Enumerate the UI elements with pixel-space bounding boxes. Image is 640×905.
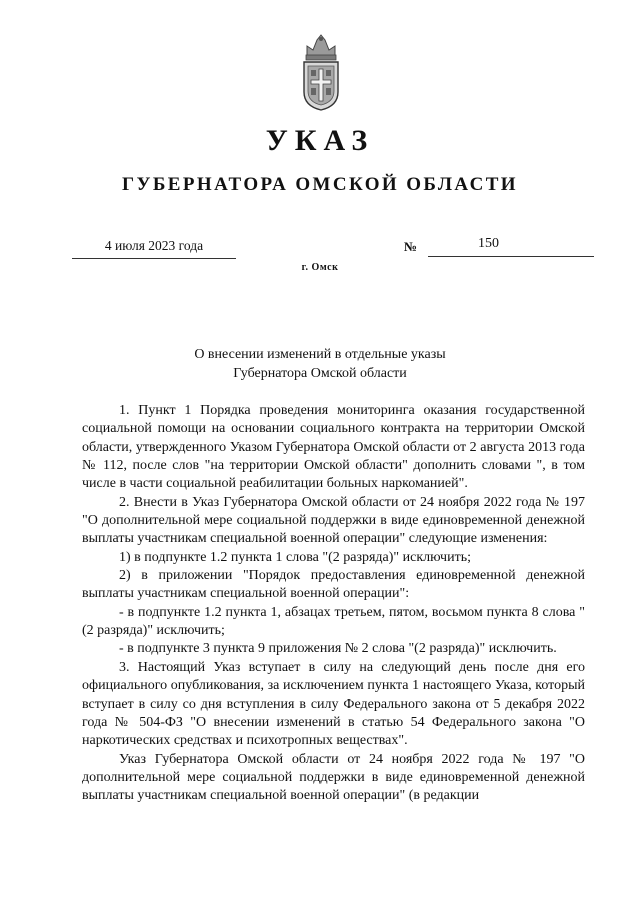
document-title: УКАЗ	[265, 124, 375, 157]
paragraph: 1) в подпункте 1.2 пункта 1 слова "(2 разряда)" исключить;	[119, 549, 471, 565]
document-city: г. Омск	[301, 262, 339, 273]
number-sign: №	[404, 239, 418, 254]
document-number: 150	[428, 236, 594, 257]
paragraph: Указ Губернатора Омской области от 24 ноября 2022 года № 197 "О дополнительной мере социальной поддержки в виде единовременной денежной выплаты участникам специальной военной операции" (в редакции	[82, 751, 585, 804]
document-subtitle: ГУБЕРНАТОРА ОМСКОЙ ОБЛАСТИ	[122, 174, 518, 195]
coat-of-arms-icon	[297, 32, 345, 112]
document-body	[82, 402, 585, 806]
heading-line: Губернатора Омской области	[233, 366, 407, 381]
paragraph: 1. Пункт 1 Порядка проведения мониторинга оказания государственной социальной помощи на основании социального контракта на территории Омской области, утвержденного Указом Губернатора Омской области от 2 августа 2013 года № 112, после слов "на территории Омской области" дополнить словами ", в том числе в части социальной реабилитации больных наркоманией".	[82, 403, 585, 492]
paragraph: - в подпункте 1.2 пункта 1, абзацах третьем, пятом, восьмом пункта 8 слова "(2 разряда)" исключить;	[82, 604, 585, 639]
paragraph: 2. Внести в Указ Губернатора Омской области от 24 ноября 2022 года № 197 "О дополнительной мере социальной поддержки в виде единовременной денежной выплаты участникам специальной военной операции" следующие изменения:	[82, 494, 585, 547]
paragraph: 3. Настоящий Указ вступает в силу на следующий день после дня его официального опубликования, за исключением пункта 1 настоящего Указа, который вступает в силу со дня вступления в силу Федерального закона от 5 декабря 2022 года № 504-ФЗ "О внесении изменений в статью 54 Федерального закона "О наркотических средствах и психотропных веществах".	[82, 659, 585, 749]
document-date: 4 июля 2023 года	[72, 238, 236, 259]
paragraph: 2) в приложении "Порядок предоставления единовременной денежной выплаты участникам специальной военной операции":	[82, 568, 585, 602]
paragraph: - в подпункте 3 пункта 9 приложения № 2 слова "(2 разряда)" исключить.	[119, 641, 557, 657]
document-heading	[140, 345, 500, 383]
heading-line: О внесении изменений в отдельные указы	[194, 347, 446, 362]
